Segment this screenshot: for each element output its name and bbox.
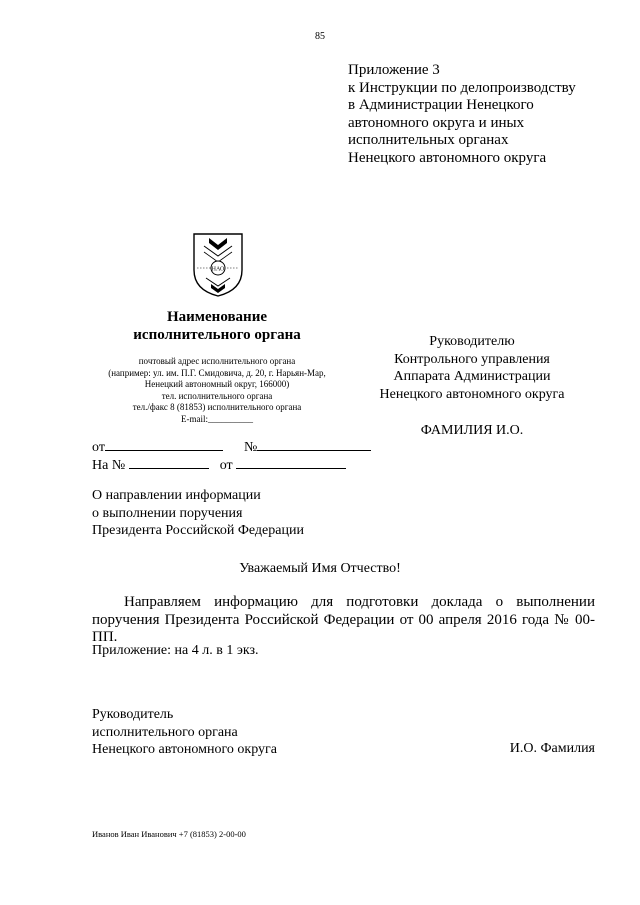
subject-line: о выполнении поручения: [92, 505, 243, 521]
organization-detail-line: тел. исполнительного органа: [161, 390, 273, 401]
svg-text:НАО: НАО: [211, 266, 225, 273]
appendix-line: к Инструкции по делопроизводству: [348, 79, 576, 96]
organization-name: Наименование: [167, 309, 267, 325]
subject-line: Президента Российской Федерации: [92, 523, 304, 538]
signature-line: исполнительного органа: [92, 724, 238, 740]
recipient-line: Ненецкого автономного округа: [379, 386, 565, 402]
greeting: Уважаемый Имя Отчество!: [239, 561, 401, 576]
signatory-name: И.О. Фамилия: [509, 741, 595, 756]
attachment-note: Приложение: на 4 л. в 1 экз.: [92, 643, 259, 658]
recipient-line: Контрольного управления: [394, 351, 550, 367]
signature-block: [92, 706, 277, 759]
executor-info: Иванов Иван Иванович +7 (81853) 2-00-00: [92, 829, 246, 839]
recipient-block: [372, 333, 572, 440]
recipient-name: ФАМИЛИЯ И.О.: [420, 423, 524, 438]
coat-of-arms-icon: [192, 232, 244, 298]
appendix-line: в Администрации Ненецкого: [348, 97, 534, 114]
appendix-line: Ненецкого автономного округа: [348, 149, 547, 166]
organization-detail-line: тел./факс 8 (81853) исполнительного органа: [132, 402, 302, 412]
organization-block: [92, 308, 342, 425]
organization-detail-line: E-mail:__________: [181, 413, 253, 424]
page-number: 85: [315, 31, 325, 42]
organization-details: [92, 356, 342, 425]
number-field: [257, 437, 371, 451]
organization-name: исполнительного органа: [133, 327, 301, 343]
recipient-line: Аппарата Администрации: [393, 369, 551, 384]
organization-detail-line: Ненецкий автономный округ, 166000): [144, 379, 290, 389]
appendix-header: [348, 62, 576, 168]
recipient-line: Руководителю: [429, 334, 515, 349]
reply-number-field: [129, 455, 209, 469]
reply-date-field: [236, 455, 346, 469]
date-field: [105, 437, 223, 451]
appendix-line: Приложение 3: [348, 62, 440, 78]
date-label: от: [92, 440, 105, 455]
number-label: №: [243, 440, 258, 455]
reply-registration-line: [92, 455, 346, 474]
signature-line: Ненецкого автономного округа: [92, 742, 277, 757]
organization-detail-line: почтовый адрес исполнительного органа: [138, 356, 296, 366]
appendix-line: автономного округа и иных: [348, 114, 525, 131]
body-paragraph: Направляем информацию для подготовки доклада о выполнении поручения Президента Российской Федерации от 00 апреля 2016 года № 00-ПП.: [92, 594, 595, 645]
appendix-line: исполнительных органах: [348, 132, 509, 149]
subject-block: [92, 487, 304, 540]
reply-date-label: от: [219, 458, 233, 473]
signature-line: Руководитель: [92, 707, 174, 722]
organization-detail-line: (например: ул. им. П.Г. Смидовича, д. 20, г. Нарьян-Мар,: [108, 367, 326, 378]
subject-line: О направлении информации: [92, 488, 261, 503]
registration-line: [92, 437, 371, 456]
reply-number-label: На №: [92, 458, 126, 473]
